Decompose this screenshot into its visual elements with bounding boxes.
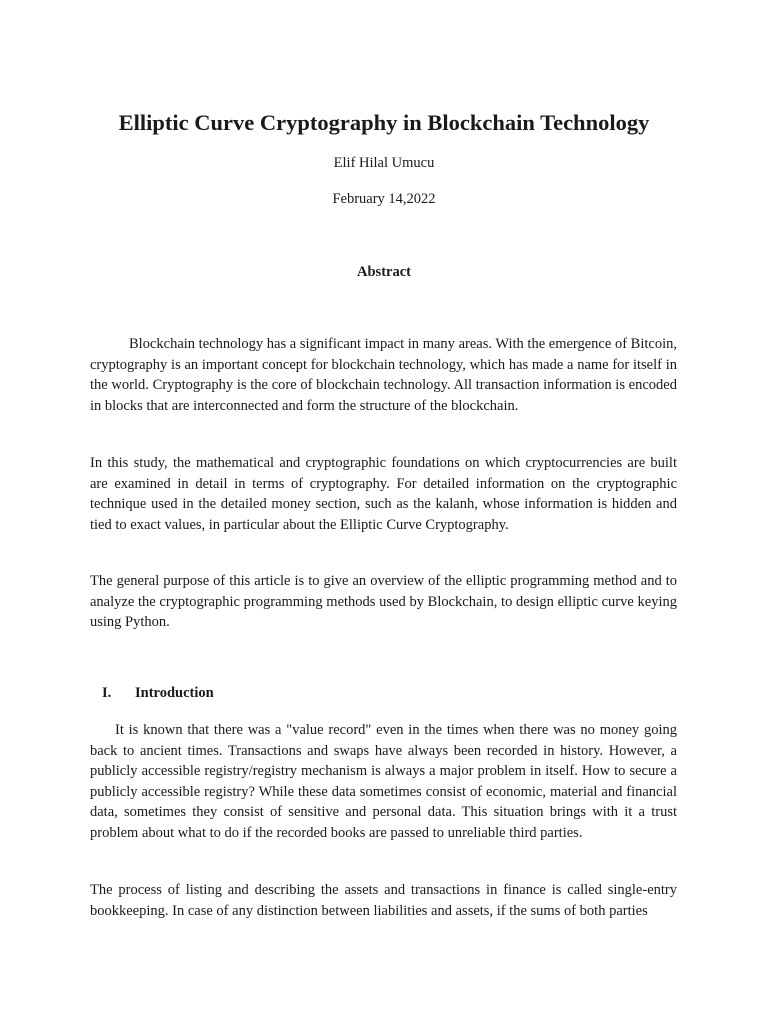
section-heading-introduction xyxy=(102,685,214,702)
introduction-paragraph-1: It is known that there was a "value record" even in the times when there was no money going back to ancient times. Transactions and swaps have always been recorded in history. However, a publicly accessible registry/registry mechanism is always a major problem in itself. How to secure a publicly accessible registry? While these data sometimes consist of economic, material and financial data, sometimes they consist of sensitive and personal data. This situation brings with it a trust problem about what to do if the recorded books are passed to unreliable third parties. xyxy=(90,722,677,841)
abstract-paragraph-1: Blockchain technology has a significant impact in many areas. With the emergence of Bitcoin, cryptography is an important concept for blockchain technology, which has made a name for itself in the world. Cryptography is the core of blockchain technology. All transaction information is encoded in blocks that are interconnected and form the structure of the blockchain. xyxy=(90,336,677,414)
abstract-paragraph-2: In this study, the mathematical and cryptographic foundations on which cryptocurrencies are built are examined in detail in terms of cryptography. For detailed information on the cryptographic technique used in the detailed money section, such as the kalanh, whose information is hidden and tied to exact values, in particular about the Elliptic Curve Cryptography. xyxy=(90,455,677,533)
abstract-heading: Abstract xyxy=(357,264,411,280)
section-number: I. xyxy=(102,685,112,701)
section-title: Introduction xyxy=(135,685,214,701)
publication-date: February 14,2022 xyxy=(332,191,436,207)
abstract-paragraph-3: The general purpose of this article is to give an overview of the elliptic programming method and to analyze the cryptographic programming methods used by Blockchain, to design elliptic curve keying using Python. xyxy=(90,573,677,630)
paper-title: Elliptic Curve Cryptography in Blockchain Technology xyxy=(118,110,650,135)
author-name: Elif Hilal Umucu xyxy=(333,155,435,171)
introduction-paragraph-2: The process of listing and describing the assets and transactions in finance is called single-entry bookkeeping. In case of any distinction between liabilities and assets, if the sums of both parties xyxy=(90,882,677,919)
